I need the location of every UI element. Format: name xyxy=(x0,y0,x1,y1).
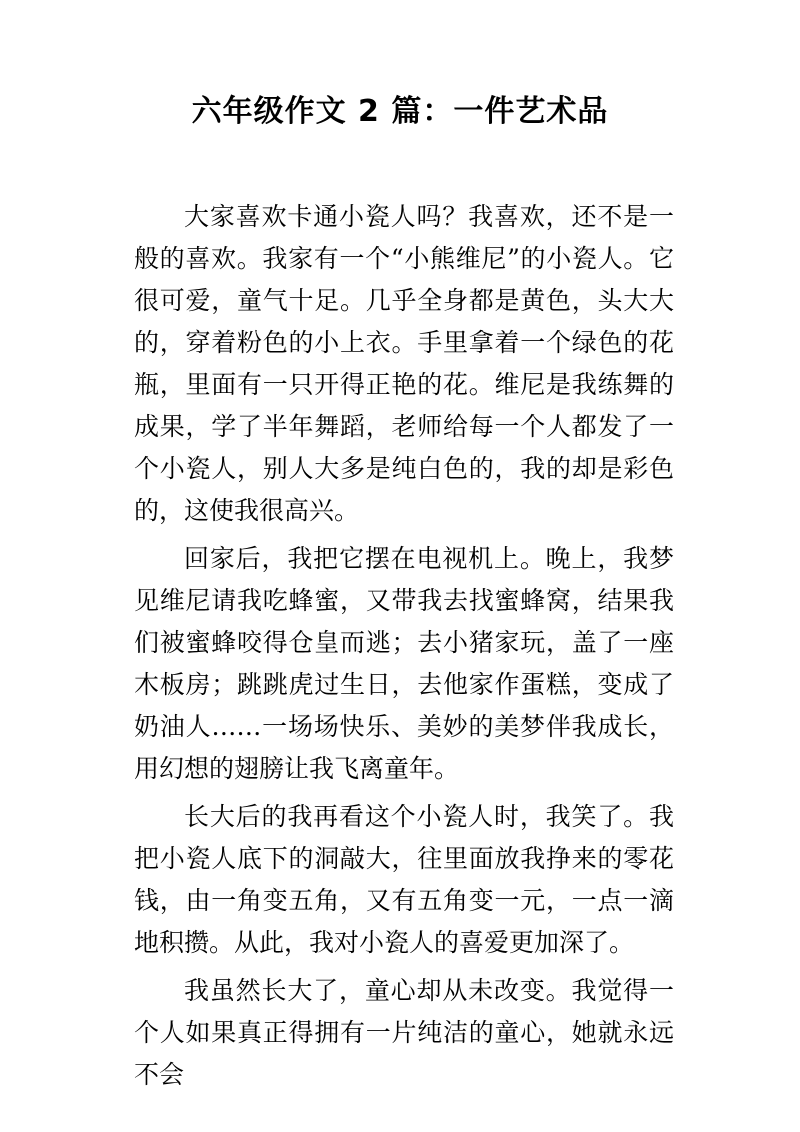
paragraph-2: 回家后，我把它摆在电视机上。晚上，我梦见维尼请我吃蜂蜜，又带我去找蜜蜂窝，结果我们被蜜蜂咬得仓皇而逃；去小猪家玩，盖了一座木板房；跳跳虎过生日，去他家作蛋糕，变成了奶油人……一场场快乐、美妙的美梦伴我成长，用幻想的翅膀让我飞离童年。 xyxy=(134,544,674,783)
paragraph-4: 我虽然长大了，童心却从未改变。我觉得一个人如果真正得拥有一片纯洁的童心，她就永远不会 xyxy=(134,976,674,1089)
document-title: 六年级作文 2 篇：一件艺术品 xyxy=(191,94,609,129)
document-body xyxy=(134,196,674,1096)
paragraph-1: 大家喜欢卡通小瓷人吗？我喜欢，还不是一般的喜欢。我家有一个“小熊维尼”的小瓷人。它很可爱，童气十足。几乎全身都是黄色，头大大的，穿着粉色的小上衣。手里拿着一个绿色的花瓶，里面有一只开得正艳的花。维尼是我练舞的成果，学了半年舞蹈，老师给每一个人都发了一个小瓷人，别人大多是纯白色的，我的却是彩色的，这使我很高兴。 xyxy=(134,202,674,525)
paragraph-3: 长大后的我再看这个小瓷人时，我笑了。我把小瓷人底下的洞敲大，往里面放我挣来的零花钱，由一角变五角，又有五角变一元，一点一滴地积攒。从此，我对小瓷人的喜爱更加深了。 xyxy=(134,802,674,957)
